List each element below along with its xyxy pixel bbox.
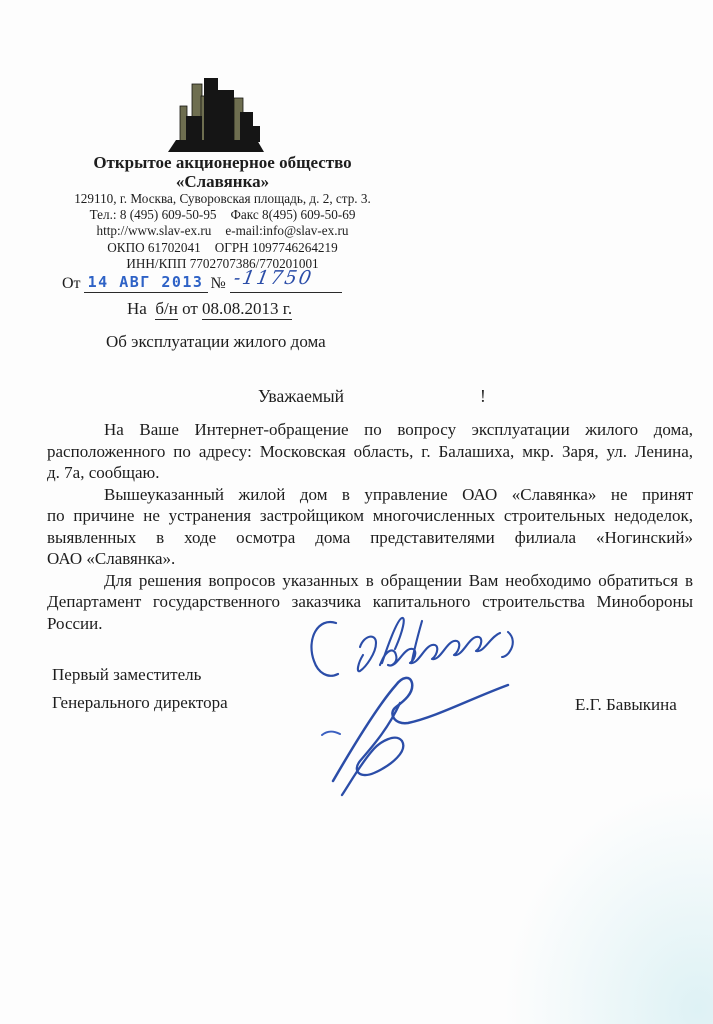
- signer-position-block: [52, 661, 228, 717]
- date-stamp: 14 АВГ 2013: [87, 273, 204, 291]
- signer-name: Е.Г. Бавыкина: [575, 695, 677, 714]
- letterhead: [20, 153, 425, 272]
- subject-line: Об эксплуатации жилого дома: [106, 332, 326, 351]
- position-line2: Генерального директора: [52, 693, 228, 712]
- ogrn-text: ОГРН 1097746264219: [214, 239, 338, 255]
- body-line: Департамент государственного заказчика капитального строительства Минобороны: [47, 592, 693, 611]
- position-line1: Первый заместитель: [52, 665, 202, 684]
- tel-text: Тел.: 8 (495) 609-50-95: [89, 207, 217, 223]
- body-line: Для решения вопросов указанных в обращении Вам необходимо обратиться в: [104, 570, 693, 590]
- date-stamp-line: [84, 271, 208, 293]
- letter-body: [47, 419, 693, 634]
- salutation-punct: !: [480, 386, 486, 406]
- handwritten-closing-script: [311, 618, 512, 676]
- reply-prefix: На: [127, 299, 147, 318]
- body-line: ОАО «Славянка».: [47, 549, 176, 568]
- number-label: №: [210, 275, 226, 292]
- reference-row: [62, 269, 342, 293]
- handwritten-signature: [322, 678, 508, 795]
- incoming-number: б/н: [155, 299, 178, 318]
- website-text: http://www.slav-ex.ru: [96, 223, 212, 239]
- paragraph-1: [47, 419, 693, 484]
- body-line: выявленных в ходе осмотра дома представителями филиала «Ногинский»: [47, 527, 693, 547]
- org-web-email: [20, 223, 425, 239]
- slavyanka-skyline-logo-icon: [168, 68, 268, 154]
- body-line: Вышеуказанный жилой дом в управление ОАО «Славянка» не принят: [104, 484, 693, 504]
- body-line: На Ваше Интернет-обращение по вопросу эксплуатации жилого дома,: [104, 420, 693, 439]
- reply-from-word: от: [182, 299, 198, 318]
- org-address: [20, 191, 425, 207]
- salutation-word: Уважаемый: [258, 386, 345, 406]
- body-line: расположенного по адресу: Московская область, г. Балашиха, мкр. Заря, ул. Ленина,: [47, 441, 693, 461]
- body-line: д. 7а, сообщаю.: [47, 463, 160, 482]
- handwritten-ink: [280, 605, 610, 805]
- org-okpo-ogrn: [20, 240, 425, 256]
- handwritten-outgoing-number: -11750: [231, 267, 315, 289]
- okpo-text: ОКПО 61702041: [107, 239, 201, 255]
- reply-reference-line: [127, 299, 292, 319]
- paragraph-2: [47, 484, 693, 570]
- inn-kpp-text: ИНН/КПП 7702707386/770201001: [126, 255, 319, 271]
- scan-corner-artifact: [503, 784, 713, 1024]
- address-text: 129110, г. Москва, Суворовская площадь, д. 2, стр. 3.: [74, 191, 371, 206]
- org-name-line1: Открытое акционерное общество: [93, 153, 352, 172]
- incoming-date: 08.08.2013 г.: [202, 299, 293, 318]
- org-name-line2: «Славянка»: [175, 172, 270, 191]
- email-text: e-mail:info@slav-ex.ru: [225, 223, 349, 239]
- body-line: России.: [47, 613, 103, 633]
- body-line: по причине не устранения застройщиком многочисленных строительных недоделок,: [47, 506, 693, 525]
- org-phone-fax: [20, 207, 425, 223]
- from-label: От: [62, 275, 81, 292]
- fax-text: Факс 8(495) 609-50-69: [230, 207, 356, 223]
- outgoing-number-line: [230, 267, 342, 293]
